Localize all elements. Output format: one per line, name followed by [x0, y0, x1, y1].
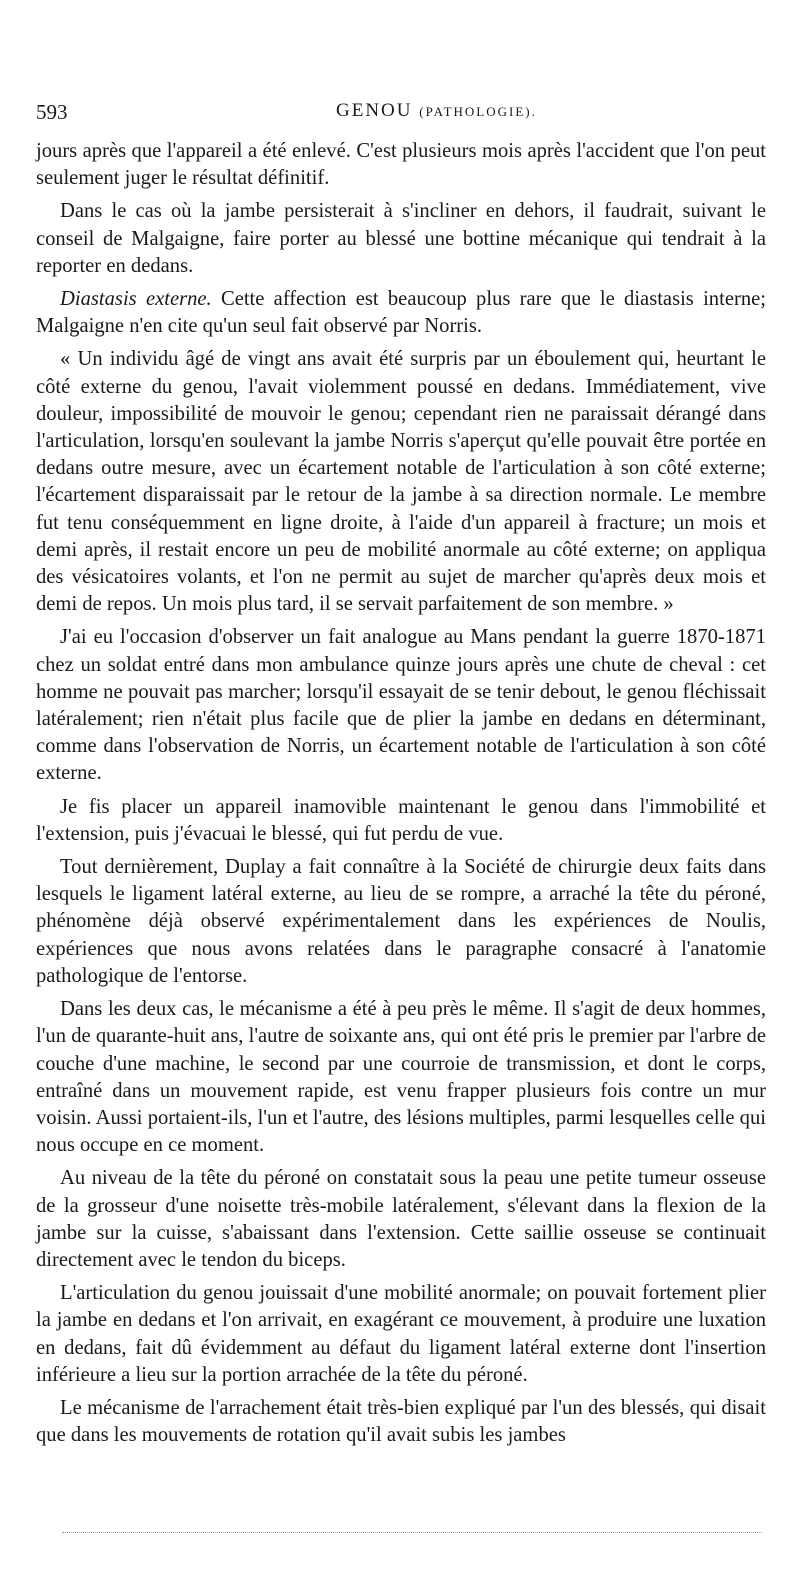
paragraph-text: jours après que l'appareil a été enlevé. C'est plusieurs mois après l'accident que l'on peut seulement juger le résultat définitif. [36, 140, 766, 190]
paragraph-text: Je fis placer un appareil inamovible maintenant le genou dans l'immobilité et l'extension, puis j'évacuai le blessé, qui fut perdu de vue. [36, 795, 766, 845]
paragraph [36, 1165, 766, 1274]
paragraph-text: Au niveau de la tête du péroné on constatait sous la peau une petite tumeur osseuse de la grosseur d'une noisette très-mobile latéralement, s'élevant dans la flexion de la jambe sur la cuisse, s'abaissant dans l'extension. Cette saillie osseuse se continuait directement avec le tendon du biceps. [36, 1167, 766, 1271]
paragraph [36, 624, 766, 787]
paragraph [36, 138, 766, 192]
paragraph-text: Dans les deux cas, le mécanisme a été à peu près le même. Il s'agit de deux hommes, l'un de quarante-huit ans, l'autre de soixante ans, qui ont été pris le premier par l'arbre de couche d'une machine, le second par une courroie de transmission, et dont le corps, entraîné dans un mouvement rapide, est venu frapper plusieurs fois contre un mur voisin. Aussi portaient-ils, l'un et l'autre, des lésions multiples, parmi lesquelles celle qui nous occupe en ce moment. [36, 998, 766, 1157]
page-header [36, 100, 764, 130]
paragraph-text: Tout dernièrement, Duplay a fait connaître à la Société de chirurgie deux faits dans lesquels le ligament latéral externe, au lieu de se rompre, a arraché la tête du péroné, phénomène déjà observé expérimentalement dans les expériences de Noulis, expériences que nous avons relatées dans le paragraphe consacré à l'anatomie pathologique de l'entorse. [36, 856, 766, 987]
paragraph-text: Dans le cas où la jambe persisterait à s'incliner en dehors, il faudrait, suivant le conseil de Malgaigne, faire porter au blessé une bottine mécanique qui tendrait à la reporter en dedans. [36, 200, 766, 277]
paragraph [36, 794, 766, 848]
paragraph [36, 1395, 766, 1449]
paragraph-text: J'ai eu l'occasion d'observer un fait analogue au Mans pendant la guerre 1870-1871 chez un soldat entré dans mon ambulance quinze jours après une chute de cheval : cet homme ne pouvait pas marcher; lorsqu'il essayait de se tenir debout, le genou fléchissait latéralement; rien n'était plus facile que de plier la jambe en dedans en déterminant, comme dans l'observation de Norris, un écartement notable de l'articulation à son côté externe. [36, 626, 766, 785]
page-number: 593 [36, 100, 68, 124]
footer-dotted-rule [62, 1532, 762, 1533]
section-lead: Diastasis externe. [60, 288, 212, 311]
paragraph [36, 286, 766, 340]
paragraph-text: L'articulation du genou jouissait d'une mobilité anormale; on pouvait fortement plier la jambe en dedans et l'on arrivait, en exagérant ce mouvement, à produire une luxation en dedans, fait dû évidemment au défaut du ligament latéral externe dont l'insertion inférieure a lieu sur la portion arrachée de la tête du péroné. [36, 1282, 766, 1386]
paragraph [36, 1280, 766, 1389]
paragraph-text: « Un individu âgé de vingt ans avait été surpris par un éboulement qui, heurtant le côté externe du genou, l'avait violemment poussé en dedans. Immédiatement, vive douleur, impossibilité de mouvoir le genou; cependant rien ne paraissait dérangé dans l'articulation, lorsqu'en soulevant la jambe Norris s'aperçut qu'elle pouvait être portée en dedans outre mesure, avec un écartement notable de l'articulation à son côté externe; l'écartement disparaissait par le retour de la jambe à sa direction normale. Le membre fut tenu conséquemment en ligne droite, à l'aide d'un appareil à fracture; un mois et demi après, il restait encore un peu de mobilité anormale au côté externe; on appliqua des vésicatoires volants, et l'on ne permit au sujet de marcher qu'après deux mois et demi de repos. Un mois plus tard, il se servait parfaitement de son membre. » [36, 348, 766, 616]
running-title-main: GENOU [336, 100, 413, 121]
paragraph [36, 854, 766, 990]
paragraph-text: Le mécanisme de l'arrachement était très-bien expliqué par l'un des blessés, qui disait que dans les mouvements de rotation qu'il avait subis les jambes [36, 1396, 766, 1447]
body-text [36, 138, 766, 1455]
paragraph-text: Cette affection est beaucoup plus rare que le diastasis interne; Malgaigne n'en cite qu'un seul fait observé par Norris. [36, 288, 766, 338]
running-title-subtitle: (PATHOLOGIE). [419, 104, 537, 119]
paragraph [36, 996, 766, 1159]
running-title [336, 100, 537, 122]
paragraph [36, 198, 766, 280]
quote-paragraph [36, 346, 766, 618]
